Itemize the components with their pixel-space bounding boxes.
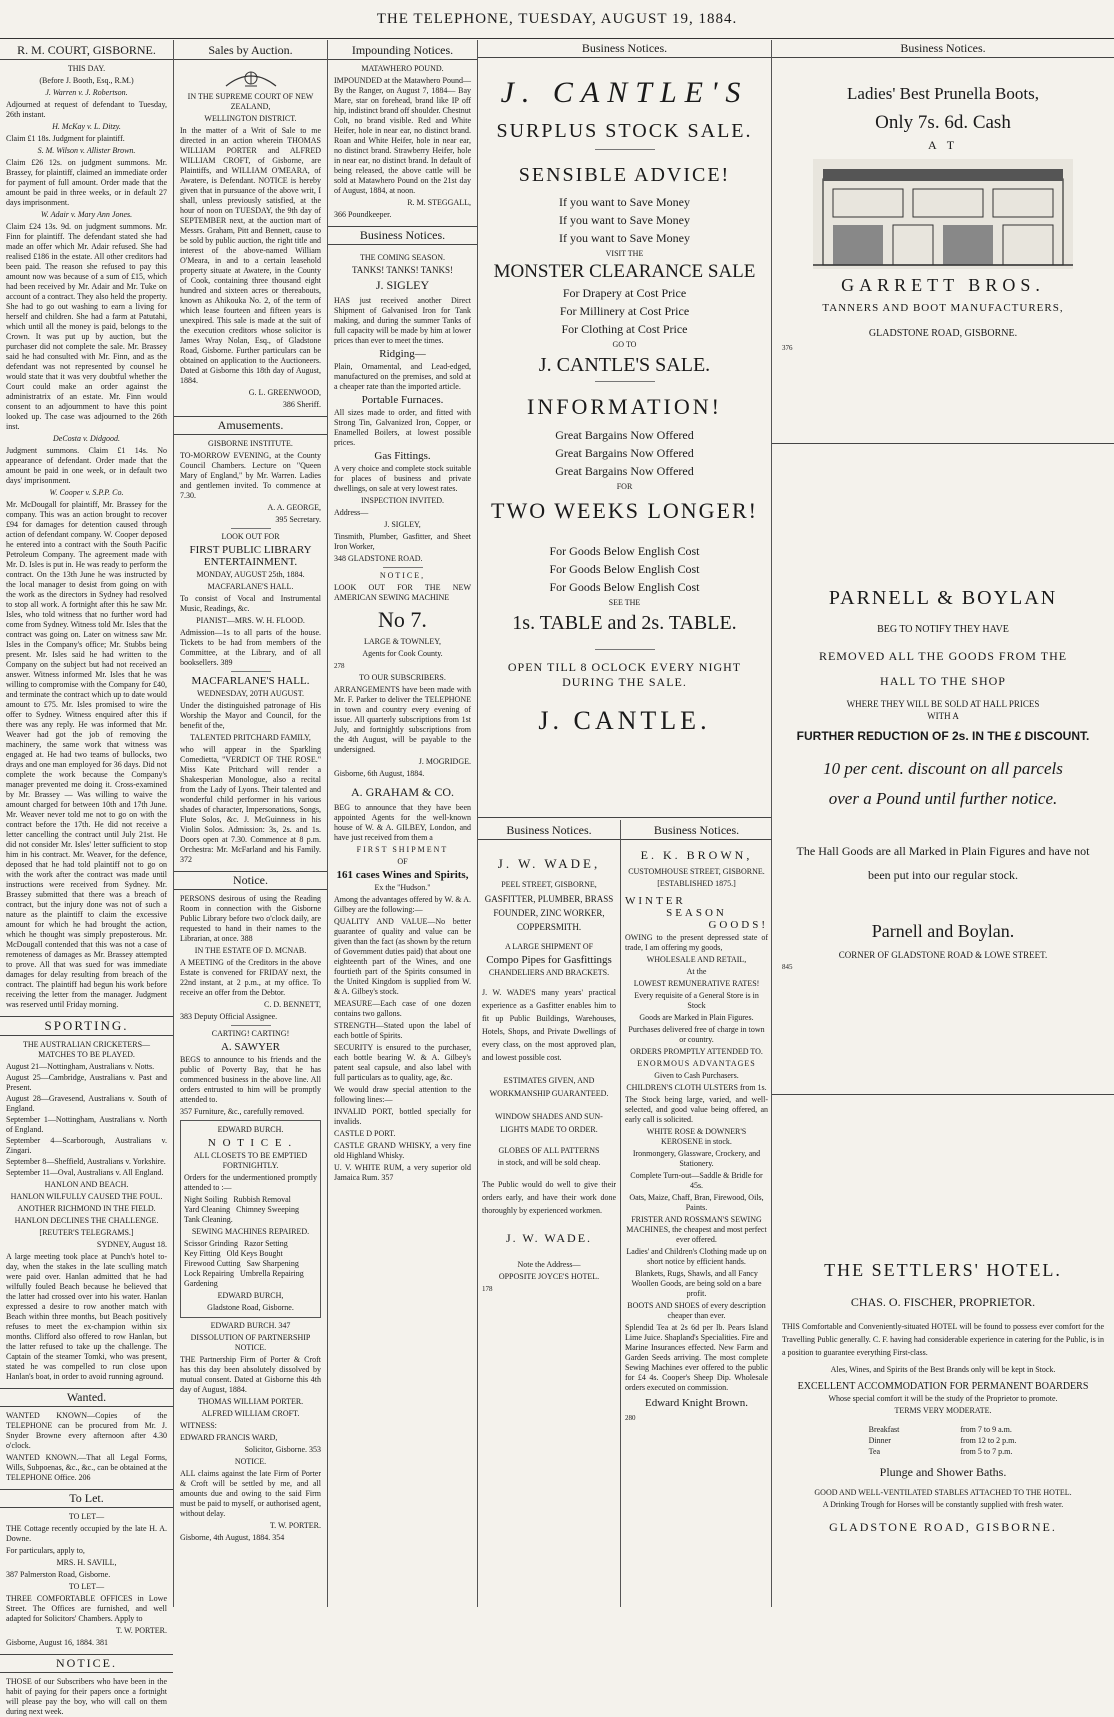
boots-line: BOOTS AND SHOES of every description cheaper than ever.	[627, 1301, 766, 1320]
sewing-item: Scissor Grinding	[184, 1239, 238, 1248]
frister-line: FRISTER AND ROSSMAN'S SEWING MACHINES, the cheapest and most perfect ever offered.	[626, 1215, 767, 1244]
match-item: August 28—Gravesend, Australians v. South of England.	[6, 1094, 167, 1113]
sporting-header: SPORTING.	[0, 1016, 173, 1036]
notice-title: NOTICE,	[379, 571, 426, 580]
sigley-trade: Tinsmith, Plumber, Gasfitter, and Sheet Iron Worker,	[334, 532, 471, 551]
case-title: DeCosta v. Didgood.	[53, 434, 120, 443]
ad-number: 376	[782, 344, 793, 352]
meal-time: from 7 to 9 a.m.	[960, 1425, 1012, 1434]
at-the-line: At the	[686, 967, 707, 976]
cases-line: 161 cases Wines and Spirits,	[336, 869, 469, 881]
gas-text: A very choice and complete stock suitable for places of business and private dwellings, on sale at very lowest rates.	[334, 464, 471, 493]
service-list	[184, 1195, 317, 1225]
meal-time: from 12 to 2 p.m.	[960, 1436, 1017, 1445]
tolet-text: THE Cottage recently occupied by the late H. A. Downe.	[6, 1524, 167, 1543]
lookout-text: LOOK OUT FOR THE NEW AMERICAN SEWING MACHINE	[334, 583, 471, 602]
royal-crest-icon	[221, 64, 281, 90]
meal-name: Breakfast	[868, 1425, 900, 1434]
meal-name: Dinner	[868, 1436, 891, 1445]
tanners-line: TANNERS AND BOOT MANUFACTURERS,	[822, 302, 1064, 314]
tolet-sub: TO LET—	[68, 1512, 105, 1521]
globes-line: GLOBES OF ALL PATTERNS	[498, 1146, 600, 1155]
wine-item: CASTLE D PORT.	[334, 1129, 396, 1138]
parnell-name: PARNELL & BOYLAN	[828, 587, 1058, 609]
signatory-title: 386 Sheriff.	[282, 400, 321, 409]
agents-line: Agents for Cook County.	[362, 649, 443, 658]
column-5	[772, 40, 1114, 1607]
graham-text: BEG to announce that they have been appointed Agents for the well-known house of W. & A. GILBEY, London, and have just received from them a	[334, 803, 471, 842]
money-line: If you want to Save Money	[559, 213, 690, 227]
lower-ads	[478, 820, 771, 1607]
cash-line: Given to Cash Purchasers.	[654, 1071, 739, 1080]
business-header: Business Notices.	[478, 822, 620, 840]
ridging-title: Ridging—	[379, 348, 426, 360]
witness-label: WITNESS:	[180, 1421, 217, 1430]
business-header: Business Notices.	[478, 40, 771, 58]
notice-title: N O T I C E .	[207, 1137, 294, 1149]
wine-item: INVALID PORT, bottled specially for invalids.	[334, 1107, 471, 1126]
ship-name: Ex the "Hudson."	[374, 883, 431, 892]
wanted-ad: WANTED KNOWN—Copies of the TELEPHONE can be procured from Mr. J. Snyder Browne every afternoon after 4.30 o'clock.	[6, 1411, 167, 1450]
sawyer-name: A. SAWYER	[220, 1041, 280, 1053]
price-line: For Drapery at Cost Price	[562, 286, 687, 300]
opposite-line: OPPOSITE JOYCE'S HOTEL.	[498, 1272, 600, 1281]
where-line: WHERE THEY WILL BE SOLD AT HALL PRICES	[846, 699, 1040, 709]
terms-line: TERMS VERY MODERATE.	[894, 1406, 992, 1415]
cantle-title: J. CANTLE'S	[500, 76, 749, 109]
match-list	[6, 1062, 167, 1178]
beg-line: BEG TO NOTIFY THEY HAVE	[877, 624, 1009, 635]
shipment-line: A LARGE SHIPMENT OF	[504, 942, 594, 951]
estate-title: IN THE ESTATE OF D. MCNAB.	[194, 946, 307, 955]
case-text: Adjourned at request of defendant to Tuesday, 26th instant.	[6, 100, 167, 119]
boots-headline: Ladies' Best Prunella Boots,	[847, 84, 1039, 103]
wholesale-line: WHOLESALE AND RETAIL,	[646, 955, 747, 964]
ad-number: 278	[334, 662, 345, 670]
pritchard-text: who will appear in the Sparkling Comedietta, "VERDICT OF THE ROSE." Miss Kate Pritchard will render a Shakesperian Monologue, also a recital from the Lady of Lyons. Their talented and wonderful child performer in his various shades of character, Impersonations, Songs, Flute Solos, &c. J. McGuinness in his Violin Solos. Admission: 3s, 2s. and 1s. Doors open at 7.30. Commence at 8 p.m. Orchestra: Mr. McFarland and his Family. 372	[180, 745, 321, 864]
for-line: FOR	[616, 482, 633, 491]
district-line: WELLINGTON DISTRICT.	[204, 114, 297, 123]
sewing-item: Firewood Cutting	[184, 1259, 241, 1268]
signatory: A. A. GEORGE,	[267, 503, 321, 512]
sewing-item: Lock Repairing	[184, 1269, 234, 1278]
library-date: MONDAY, AUGUST 25th, 1884.	[196, 570, 305, 579]
signatory: ALFRED WILLIAM CROFT.	[201, 1409, 300, 1418]
price-line: For Clothing at Cost Price	[561, 322, 688, 336]
notice-text: PERSONS desirous of using the Reading Room in connection with the Gisborne Public Library before two o'clock daily, are requested to hand in their names to the Librarian, at once. 388	[180, 894, 321, 943]
signatory: R. M. STEGGALL,	[407, 198, 471, 207]
further-line: FURTHER REDUCTION OF 2s. IN THE £ DISCOUNT.	[796, 729, 1090, 743]
cricket-title: THE AUSTRALIAN CRICKETERS— MATCHES TO BE PLAYED.	[22, 1040, 151, 1059]
hotel-address: GLADSTONE ROAD, GISBORNE.	[829, 1520, 1057, 1534]
hotel-name: THE SETTLERS' HOTEL.	[824, 1260, 1062, 1280]
advantages-intro: Among the advantages offered by W. & A. Gilbey are the following:—	[334, 895, 471, 914]
bargain-line: Great Bargains Now Offered	[555, 446, 694, 460]
notice-text: ALL claims against the late Firm of Porter & Croft will be settled by me, and all amounts due and owing to the said Firm must be paid to myself, or authorised agent, without delay.	[180, 1469, 321, 1518]
turnout-line: Complete Turn-out—Saddle & Bridle for 45s.	[630, 1171, 763, 1190]
money-line: If you want to Save Money	[559, 231, 690, 245]
ironmongery-line: Ironmongery, Glassware, Crockery, and Stationery.	[632, 1149, 761, 1168]
hanlon-headline: HANLON WILFULLY CAUSED THE FOUL.	[10, 1192, 163, 1201]
inspection-line: INSPECTION INVITED.	[360, 496, 445, 505]
business-header: Business Notices.	[621, 822, 772, 840]
furniture-line: 357 Furniture, &c., carefully removed.	[180, 1107, 304, 1116]
notice-title: NOTICE.	[234, 1457, 267, 1466]
macfarlane-date: WEDNESDAY, 20TH AUGUST.	[197, 689, 304, 698]
money-line: If you want to Save Money	[559, 195, 690, 209]
dateline: SYDNEY, August 18.	[96, 1240, 167, 1249]
meal-table	[869, 1424, 1018, 1457]
marked-line: Goods are Marked in Plain Figures.	[639, 1013, 754, 1022]
column-1	[0, 40, 174, 1716]
shop-building-illustration	[813, 159, 1073, 269]
wine-item: U. V. WHITE RUM, a very superior old Jamaica Rum. 357	[334, 1163, 471, 1182]
settlers-hotel-ad	[772, 1096, 1114, 1607]
subscribers-title: TO OUR SUBSCRIBERS.	[359, 673, 446, 682]
witness-name: EDWARD FRANCIS WARD,	[180, 1433, 278, 1442]
before-line: (Before J. Booth, Esq., R.M.)	[39, 76, 134, 85]
ad-number: 845	[782, 963, 793, 971]
amusements-header: Amusements.	[174, 416, 327, 435]
institute-title: GISBORNE INSTITUTE.	[208, 439, 293, 448]
notice-header: Notice.	[174, 871, 327, 890]
signatory: J. MOGRIDGE.	[418, 757, 471, 766]
hanlon-headline: ANOTHER RICHMOND IN THE FIELD.	[17, 1204, 156, 1213]
this-day: THIS DAY.	[67, 64, 106, 73]
blankets-line: Blankets, Rugs, Shawls, and all Fancy Woollen Goods, are being sold on a bare profit.	[631, 1269, 762, 1298]
parnell-ad	[772, 445, 1114, 1095]
open-line: OPEN TILL 8 OCLOCK EVERY NIGHT DURING THE SALE.	[507, 660, 742, 689]
established: [ESTABLISHED 1875.]	[657, 879, 736, 888]
case-title: W. Adair v. Mary Ann Jones.	[40, 210, 133, 219]
kerosene-line: WHITE ROSE & DOWNER'S KEROSENE in stock.	[646, 1127, 747, 1146]
cantle-ad	[478, 40, 771, 818]
burch-address: Gladstone Road, Gisborne.	[207, 1303, 294, 1312]
orders-line: ORDERS PROMPTLY ATTENDED TO.	[630, 1047, 763, 1056]
orders-line: Orders for the undermentioned promptly attended to :—	[184, 1173, 317, 1192]
pianist: PIANIST—MRS. W. H. FLOOD.	[196, 616, 305, 625]
furnaces-title: Portable Furnaces.	[361, 394, 444, 406]
wanted-header: Wanted.	[0, 1388, 173, 1407]
reuter-line: [REUTER'S TELEGRAMS.]	[39, 1228, 134, 1237]
sawyer-text: BEGS to announce to his friends and the public of Poverty Bay, that he has commenced business in the above line. All orders entrusted to him will be promptly attended to.	[180, 1055, 321, 1104]
closets-line: ALL CLOSETS TO BE EMPTIED FORTNIGHTLY.	[193, 1151, 308, 1170]
measure-text: MEASURE—Each case of one dozen contains two gallons.	[334, 999, 471, 1018]
wanted-ad: WANTED KNOWN.—That all Legal Forms, Wills, Subpoenas, &c., &c., can be obtained at the TELEPHONE Office. 206	[6, 1453, 167, 1482]
lookout-line: LOOK OUT FOR	[221, 532, 280, 541]
sewing-item: Key Fitting	[184, 1249, 221, 1258]
carting-title: CARTING! CARTING!	[211, 1029, 290, 1038]
tanks-line: TANKS! TANKS! TANKS!	[351, 265, 453, 275]
tea-text: Splendid Tea at 2s 6d per lb. Pears Island Lime Juice. Shapland's Specialities. Fire and Marine Insurances effected. New Farm and Garden Seeds arriving. The most complete Sewing Machines ever offered to the public for £4 4s. Cooper's Sheep Dip. Wholesale orders executed on commission.	[625, 1323, 768, 1392]
purchases-line: Purchases delivered free of charge in town or country.	[628, 1025, 765, 1044]
meal-time: from 5 to 7 p.m.	[960, 1447, 1013, 1456]
hanlon-text: A large meeting took place at Punch's hotel to-day, when the stakes in the late sculling match were paid over. Hanlan admitted that he had wilfully fouled Beach because he believed that the latter had crossed over into his water. Hanlan expressed a desire to row another match with Beach within three months, but Beach positively refuses to meet the ex-champion within six months. Clifford also offered to row Hanlan, but the latter refused to take up the challenge. The Captain of the steamer Tomki, who was present, stated he was compelled to run close upon Hanlan's boat, in order to avoid running aground.	[6, 1252, 167, 1381]
case-text: Judgment summons. Claim £1 14s. No appearance of defendant. Order made that the amount be paid in one week, or in default two days' imprisonment.	[6, 446, 167, 485]
macfarlane-title: MACFARLANE'S HALL.	[191, 675, 310, 687]
pound-title: MATAWHERO POUND.	[361, 64, 444, 73]
case-title: S. M. Wilson v. Allister Brown.	[37, 146, 136, 155]
corner-line: CORNER OF GLADSTONE ROAD & LOWE STREET.	[838, 950, 1048, 960]
shipment-line: FIRST SHIPMENT	[356, 845, 449, 854]
special-intro: We would draw special attention to the following lines:—	[334, 1085, 471, 1104]
column-2	[174, 40, 328, 1607]
library-title: FIRST PUBLIC LIBRARY ENTERTAINMENT.	[189, 544, 312, 568]
goods-line: For Goods Below English Cost	[549, 580, 700, 594]
two-weeks-line: TWO WEEKS LONGER!	[491, 498, 758, 523]
price-headline: Only 7s. 6d. Cash	[875, 112, 1011, 133]
library-text: To consist of Vocal and Instrumental Music, Readings, &c.	[180, 594, 321, 613]
signatory-date: Gisborne, 6th August, 1884.	[334, 769, 425, 778]
hall-goods-text: The Hall Goods are all Marked in Plain Figures and have not been put into our regular stock.	[796, 844, 1090, 882]
quality-text: QUALITY AND VALUE—No better guarantee of quality and value can be given than the fact (as shown by the return of Government duties paid) that about one eighteenth part of the Wines, and one fourtieth part of the Spirits consumed in the United Kingdom is supplied from W. & A. Gilbey's stock.	[334, 917, 471, 996]
information-line: INFORMATION!	[527, 394, 722, 419]
proprietor-line: CHAS. O. FISCHER, PROPRIETOR.	[850, 1295, 1036, 1309]
enormous-line: ENORMOUS ADVANTAGES	[637, 1059, 756, 1068]
notice-header: NOTICE.	[0, 1654, 173, 1673]
match-item: September 4—Scarborough, Australians v. Zingari.	[6, 1136, 167, 1155]
blinds-line: WINDOW SHADES AND SUN-LIGHTS MADE TO ORDER.	[495, 1112, 603, 1134]
signatory: THOMAS WILLIAM PORTER.	[197, 1397, 304, 1406]
witness-title: Solicitor, Gisborne. 353	[244, 1445, 321, 1454]
security-text: SECURITY is ensured to the purchaser, each bottle bearing W. & A. Gilbey's patent seal capsule, and also label with full particulars as to quality, age, &c.	[334, 1043, 471, 1082]
garrett-name: GARRETT BROS.	[841, 275, 1045, 295]
tolet-apply: For particulars, apply to,	[6, 1546, 85, 1555]
signatory-title: 383 Deputy Official Assignee.	[180, 1012, 278, 1021]
address-label: Address—	[334, 508, 369, 517]
meal-name: Tea	[868, 1447, 881, 1456]
baths-line: Plunge and Shower Baths.	[879, 1465, 1007, 1479]
graham-title: A. GRAHAM & CO.	[350, 785, 454, 799]
sigley-sig: J. SIGLEY,	[384, 520, 421, 529]
notice-text: THOSE of our Subscribers who have been in the habit of paying for their papers once a fortnight will please pay the boy, who will call on them during next week.	[6, 1677, 167, 1716]
every-line: Every requisite of a General Store is in Stock	[634, 991, 759, 1010]
tolet-name: MRS. H. SAVILL,	[56, 1558, 117, 1567]
match-item: September 8—Sheffield, Australians v. Yorkshire.	[6, 1157, 166, 1166]
wade-trade: GASFITTER, PLUMBER, BRASS FOUNDER, ZINC WORKER, COPPERSMITH.	[484, 894, 614, 932]
sewing-title: SEWING MACHINES REPAIRED.	[191, 1227, 310, 1236]
service-item: Rubbish Removal	[233, 1195, 291, 1204]
business-header: Business Notices.	[328, 226, 477, 245]
sigley-text: HAS just received another Direct Shipment of Galvanised Iron for Tank making, and during the summer Tanks of full capacity will be made by him at lower prices than ever to meet the times.	[334, 296, 471, 345]
whose-line: Whose special comfort it will be the study of the Proprietor to promote.	[828, 1394, 1058, 1403]
auction-header: Sales by Auction.	[174, 42, 327, 60]
garrett-ad	[772, 62, 1114, 444]
sewing-item: Umbrella Repairing	[239, 1269, 304, 1278]
case-title: J. Warren v. J. Robertson.	[45, 88, 128, 97]
ladies-line: Ladies' and Children's Clothing made up on short notice by efficient hands.	[626, 1247, 767, 1266]
dissolution-title: DISSOLUTION OF PARTNERSHIP NOTICE.	[190, 1333, 311, 1352]
ad-number: 280	[625, 1414, 636, 1422]
with-line: WITH A	[927, 711, 959, 721]
wade-address: PEEL STREET, GISBORNE,	[501, 880, 597, 889]
subscribers-text: ARRANGEMENTS have been made with Mr. F. Parker to deliver the TELEPHONE in town and country every evening of issue. All quarterly subscriptions from 1st July, and fortnightly subscriptions from the 4th August, will be payable to the undersigned.	[334, 685, 471, 754]
notice-date: Gisborne, 4th August, 1884. 354	[180, 1533, 285, 1542]
discount-line-1: 10 per cent. discount on all parcels	[823, 759, 1063, 778]
tolet-header: To Let.	[0, 1489, 173, 1508]
table-row	[869, 1424, 1018, 1435]
at-line: A T	[927, 138, 959, 152]
discount-line-2: over a Pound until further notice.	[828, 789, 1058, 808]
service-item: Chimney Sweeping	[236, 1205, 299, 1214]
owing-text: OWING to the present depressed state of trade, I am offering my goods,	[625, 933, 768, 952]
library-hall: MACFARLANE'S HALL.	[207, 582, 294, 591]
wine-item: CASTLE GRAND WHISKY, a very fine old Highland Whisky.	[334, 1141, 471, 1160]
estimates-line: ESTIMATES GIVEN, AND WORKMANSHIP GUARANTEED.	[489, 1076, 609, 1098]
signatory: T. W. PORTER.	[269, 1521, 321, 1530]
chandeliers-line: CHANDELIERS AND BRACKETS.	[488, 968, 610, 977]
case-title: W. Cooper v. S.P.P. Co.	[49, 488, 124, 497]
sigley-address: 348 GLADSTONE ROAD.	[334, 554, 423, 563]
macfarlane-text: Under the distinguished patronage of His Worship the Mayor and Council, for the benefit of the,	[180, 701, 321, 730]
brown-ad	[621, 820, 772, 1607]
wade-ad	[478, 820, 621, 1607]
signatory: C. D. BENNETT,	[264, 1000, 321, 1009]
season-line: THE COMING SEASON.	[359, 253, 446, 262]
sewing-list	[184, 1239, 317, 1289]
tolet-name: T. W. PORTER.	[115, 1626, 167, 1635]
stock-text: The Stock being large, varied, and well-selected, and good value being offered, an early call is solicited.	[625, 1095, 768, 1124]
bargain-line: Great Bargains Now Offered	[555, 428, 694, 442]
sewing-item: Old Keys Bought	[226, 1249, 283, 1258]
institute-text: TO-MORROW EVENING, at the County Council Chambers. Lecture on "Queen Mary of England," by Mr. Warren. Ladies and gentlemen invited. To commence at 7.30.	[180, 451, 321, 500]
public-text: The Public would do well to give their orders early, and have their work done thoroughly by experienced workmen.	[482, 1180, 616, 1215]
hall-line: HALL TO THE SHOP	[880, 674, 1006, 688]
match-item: August 25—Cambridge, Australians v. Past and Present.	[6, 1073, 167, 1092]
hanlon-headline: HANLON DECLINES THE CHALLENGE.	[14, 1216, 159, 1225]
impound-text: IMPOUNDED at the Matawhero Pound—By the Ranger, on August 7, 1884— Bay Mare, star on forehead, brand like IP off hip, indistinct brand off shoulder. Chestnut Colt, no brand visible. Red and White Heifer, hole in near ear, no distinct brand. Roan and White Heifer, hole in near ear, no distinct brand. Strawberry Heifer, hole in near ear, no distinct brand. In default of being released, the above cattle will be sold at Matawhero Pound on the 21st day of August, 1884, at noon.	[334, 76, 471, 195]
goods-line: For Goods Below English Cost	[549, 544, 700, 558]
burch-footer: EDWARD BURCH. 347	[210, 1321, 291, 1330]
goods-line: GOODS!	[708, 919, 768, 931]
bargain-line: Great Bargains Now Offered	[555, 464, 694, 478]
service-item: Yard Cleaning	[184, 1205, 231, 1214]
estate-text: A MEETING of the Creditors in the above Estate is convened for FRIDAY next, the 22nd instant, at 2 p.m., at my office. To receive an offer from the Debtor.	[180, 958, 321, 997]
note-line: Note the Address—	[517, 1260, 581, 1269]
go-line: GO TO	[612, 340, 637, 349]
tolet-date: Gisborne, August 16, 1884. 381	[6, 1638, 108, 1647]
court-line: IN THE SUPREME COURT OF NEW ZEALAND,	[187, 92, 314, 111]
ad-number: 178	[482, 1285, 493, 1293]
excellent-line: EXCELLENT ACCOMMODATION FOR PERMANENT BOARDERS	[797, 1381, 1089, 1392]
table-row	[869, 1435, 1018, 1446]
service-item: Tank Cleaning.	[184, 1215, 233, 1224]
burch-sig: EDWARD BURCH,	[217, 1291, 284, 1300]
wade-text: J. W. WADE'S many years' practical experience as a Gasfitter enables him to fit up Public Buildings, Warehouses, Hotels, Shops, and Private Dwellings of every class, on the most approved plan, and lowest possible cost.	[482, 988, 616, 1062]
visit-line: VISIT THE	[605, 249, 644, 258]
oats-line: Oats, Maize, Chaff, Bran, Firewood, Oils, Paints.	[629, 1193, 764, 1212]
signatory-title: 395 Secretary.	[275, 515, 321, 524]
ulsters-line: CHILDREN'S CLOTH ULSTERS from 1s.	[626, 1083, 767, 1092]
large-townley: LARGE & TOWNLEY,	[363, 637, 442, 646]
monster-line: MONSTER CLEARANCE SALE	[493, 261, 756, 282]
surplus-line: SURPLUS STOCK SALE.	[496, 120, 753, 142]
removed-line: REMOVED ALL THE GOODS FROM THE	[818, 649, 1068, 663]
hanlon-headline: HANLON AND BEACH.	[44, 1180, 129, 1189]
case-text: Claim £24 13s. 9d. on judgment summons. Mr. Finn for plaintiff. The defendant stated she had made an offer which Mr. Adair refused. She had realised £186 in the estate. All other creditors had been paid. The reason she refused to pay this amount now was because of a sum of £15, which had been received by Mr. Adair and Mr. Tuke on account of a contract. They also held the property. She had to go out washing to earn a living for herself and children. She had a farm at Patutahi, which until all the money is paid, belongs to the Crown. It was put up by auction, but the purchaser did not complete the sale. Mr. Brassey said he had consulted with Mr. Finn, and as the defendant was not represented by counsel he would state that it was very doubtful whether the Court could make an order against the administratrix of an estate. Mr. Finn would consent to an adjournment to have this point looked up. The case was adjourned to the 26th inst.	[6, 222, 167, 431]
signatory-title: 366 Poundkeeper.	[334, 210, 392, 219]
ales-line: Ales, Wines, and Spirits of the Best Brands only will be kept in Stock.	[830, 1365, 1056, 1374]
wade-name: J. W. WADE,	[497, 856, 601, 871]
brown-signature: Edward Knight Brown.	[645, 1397, 748, 1409]
sensible-line: SENSIBLE ADVICE!	[518, 164, 731, 186]
table-row	[869, 1446, 1018, 1457]
brown-address: CUSTOMHOUSE STREET, GISBORNE.	[628, 867, 765, 876]
court-header: R. M. COURT, GISBORNE.	[0, 42, 173, 60]
ridging-text: Plain, Ornamental, and Lead-edged, manufactured on the premises, and sold at a cheaper rate than the imported article.	[334, 362, 471, 391]
strength-text: STRENGTH—Stated upon the label of each bottle of Spirits.	[334, 1021, 471, 1040]
impound-header: Impounding Notices.	[328, 42, 477, 60]
parnell-signature: Parnell and Boylan.	[871, 921, 1015, 941]
match-item: September 11—Oval, Australians v. All England.	[6, 1168, 164, 1177]
tolet-address: 387 Palmerston Road, Gisborne.	[6, 1570, 111, 1579]
globes-text: in stock, and will be sold cheap.	[497, 1158, 601, 1167]
gas-title: Gas Fittings.	[374, 450, 431, 462]
match-item: September 1—Nottingham, Australians v. North of England.	[6, 1115, 167, 1134]
machine-number: No 7.	[378, 607, 427, 632]
see-line: SEE THE	[608, 598, 641, 607]
cantle-signature: J. CANTLE.	[538, 706, 711, 735]
winter-line: WINTER	[625, 895, 686, 907]
column-3	[328, 40, 478, 1607]
burch-title: EDWARD BURCH.	[217, 1125, 284, 1134]
case-text: Claim £26 12s. on judgment summons. Mr. Brassey, for plaintiff, claimed an immediate order for payment of full amount. Order made that the amount be paid in three weeks, or in default 27 days imprisonment.	[6, 158, 167, 207]
case-title: H. McKay v. L. Ditzy.	[52, 122, 121, 131]
gladstone-line: GLADSTONE ROAD, GISBORNE.	[868, 328, 1018, 339]
lowest-line: LOWEST REMUNERATIVE RATES!	[633, 979, 760, 988]
auction-text: In the matter of a Writ of Sale to me directed in an action wherein THOMAS WILLIAM PORTER and ALFRED WILLIAM CROFT, of Gisborne, are Plaintiffs, and WILLIAM O'MEARA, of Awatere, is Defendant. NOTICE is hereby given that in pursuance of the above writ, I shall, unless previously satisfied, at the hour of noon on TUESDAY, the 9th day of SEPTEMBER next, at the auction mart of Messrs. Graham, Pitt and Bennett, cause to be sold by public auction, the right title and interest of the above-named William O'Meara, in and to a certain leasehold property situate at Awatere, in the County of Cook, containing three thousand eight hundred and sixteen acres or thereabouts, known as Ahikouka No. 2, of the term of which lease fourteen and fifteen years is unexpired. This sale is made at the suit of the execution creditors whose solicitor is James Wray Nolan, Esq., of Gladstone Road, Gisborne. Further particulars can be obtained on application to the Auctioneers. Dated at Gisborne this 18th day of August, 1884.	[180, 126, 321, 385]
goods-line: For Goods Below English Cost	[549, 562, 700, 576]
case-text: Mr. McDougall for plaintiff, Mr. Brassey for the company. This was an action brought to recover £94 for damages for detention caused through action of defendant company. W. Cooper deposed he entered into a contract with the South Pacific Petroleum Company. The agreement made with Mr. D. Isles is put in. He was ready to perform the contract. On the 13th June he was instructed by the local manager to desist from going on with the work as the directors in Sydney had resolved to stop all work. A fortnight after this he saw Mr. Isles, who told witness that no further word had come from Sydney. Witness told Mr. Isles that the contract was going on. Later on witness saw Mr. Isles in the Company's office; Mr. Stubbs being present. Mr. Isles said he had written to the Company on the subject but had not received an answer. Witness informed Mr. Isles that he was willing to compromise with the Company for £40, and terminate the contract which up to date would amount to £75. Mr. Isles promised to wire the offer to Sydney. Witness enquired after this if there was any reply. He was informed that Mr. Weaver had got the job of removing the machinery, the same work that witness was engaged at. He had two teams of bullocks, two drays and one man employed for 36 days. Did not complete the work because the Company's manager prevented me doing it. Cross-examined by Mr. Brassey — Was willing to waive the amount charged for between 10th and 17th June. Mr. Weaver never told me not to go on with the contract before the 17th. He did not receive a letter cancelling the contract until July 21st. He did not consider Mr. Isles' letter sufficient to stop him in his contract. Mr. Weaver, for the defence, deposed that he had told plaintiff not to go on with the work after the contract was made until instructions were received from Sydney. Mr. Brassey submitted that there was a breach of contract, but the injury done was not of such a nature as the plaintiff to claim the excessive amount for which he had brought the action, which he thought was simply preposterous. Mr. McDougall contended that this was not a case of remoteness of damages as Mr. Brassey attempted to prove. All that was sued for was immediate damages for delay resulting from breach of the contract. The plaintiff had begun his work before receiving the letter from the manager. Judgment was reserved until Friday morning.	[6, 500, 167, 1009]
signatory: G. L. GREENWOOD,	[248, 388, 321, 397]
cantles-sale: J. CANTLE'S SALE.	[538, 354, 711, 376]
service-item: Night Soiling	[184, 1195, 228, 1204]
brown-name: E. K. BROWN,	[640, 848, 753, 862]
sewing-item: Gardening	[184, 1279, 218, 1288]
admission: Admission—1s to all parts of the house. Tickets to be had from members of the Committee, at the Library, and of all booksellers. 389	[180, 628, 321, 667]
stables-line: GOOD AND WELL-VENTILATED STABLES ATTACHED TO THE HOTEL.	[814, 1488, 1072, 1497]
dissolution-text: THE Partnership Firm of Porter & Croft has this day been absolutely dissolved by mutual consent. Dated at Gisborne this 4th day of August, 1884.	[180, 1355, 321, 1394]
price-line: For Millinery at Cost Price	[559, 304, 690, 318]
trough-line: A Drinking Trough for Horses will be constantly supplied with fresh water.	[822, 1500, 1064, 1509]
table-line: 1s. TABLE and 2s. TABLE.	[512, 612, 737, 634]
sigley-name: J. SIGLEY	[375, 278, 430, 292]
wade-signature: J. W. WADE.	[505, 1231, 593, 1245]
pritchard-title: TALENTED PRITCHARD FAMILY,	[190, 733, 311, 742]
hotel-text: THIS Comfortable and Conveniently-situated HOTEL will be found to possess ever comfort for the Travelling Public generally. C. F. having had considerable experience in catering for the Public, is in a position to guarantee everything First-class.	[782, 1322, 1104, 1357]
match-item: August 21—Nottingham, Australians v. Notts.	[6, 1062, 155, 1071]
tolet-sub: TO LET—	[68, 1582, 105, 1591]
column-4	[478, 40, 772, 1607]
burch-ad	[180, 1120, 321, 1318]
masthead: THE TELEPHONE, TUESDAY, AUGUST 19, 1884.	[0, 0, 1114, 39]
business-header: Business Notices.	[772, 40, 1114, 58]
season-line: SEASON	[666, 907, 727, 919]
of-line: OF	[397, 857, 408, 866]
case-text: Claim £1 18s. Judgment for plaintiff.	[6, 134, 125, 143]
compo-line: Compo Pipes for Gasfittings	[486, 954, 612, 966]
sewing-item: Razor Setting	[244, 1239, 288, 1248]
sewing-item: Saw Sharpening	[246, 1259, 299, 1268]
furnaces-text: All sizes made to order, and fitted with Strong Tin, Galvanized Iron, Copper, or Enamelled Boilers, at lowest possible prices.	[334, 408, 471, 447]
tolet-text: THREE COMFORTABLE OFFICES in Lowe Street. The Offices are furnished, and well adapted for Solicitors' Chambers. Apply to	[6, 1594, 167, 1623]
